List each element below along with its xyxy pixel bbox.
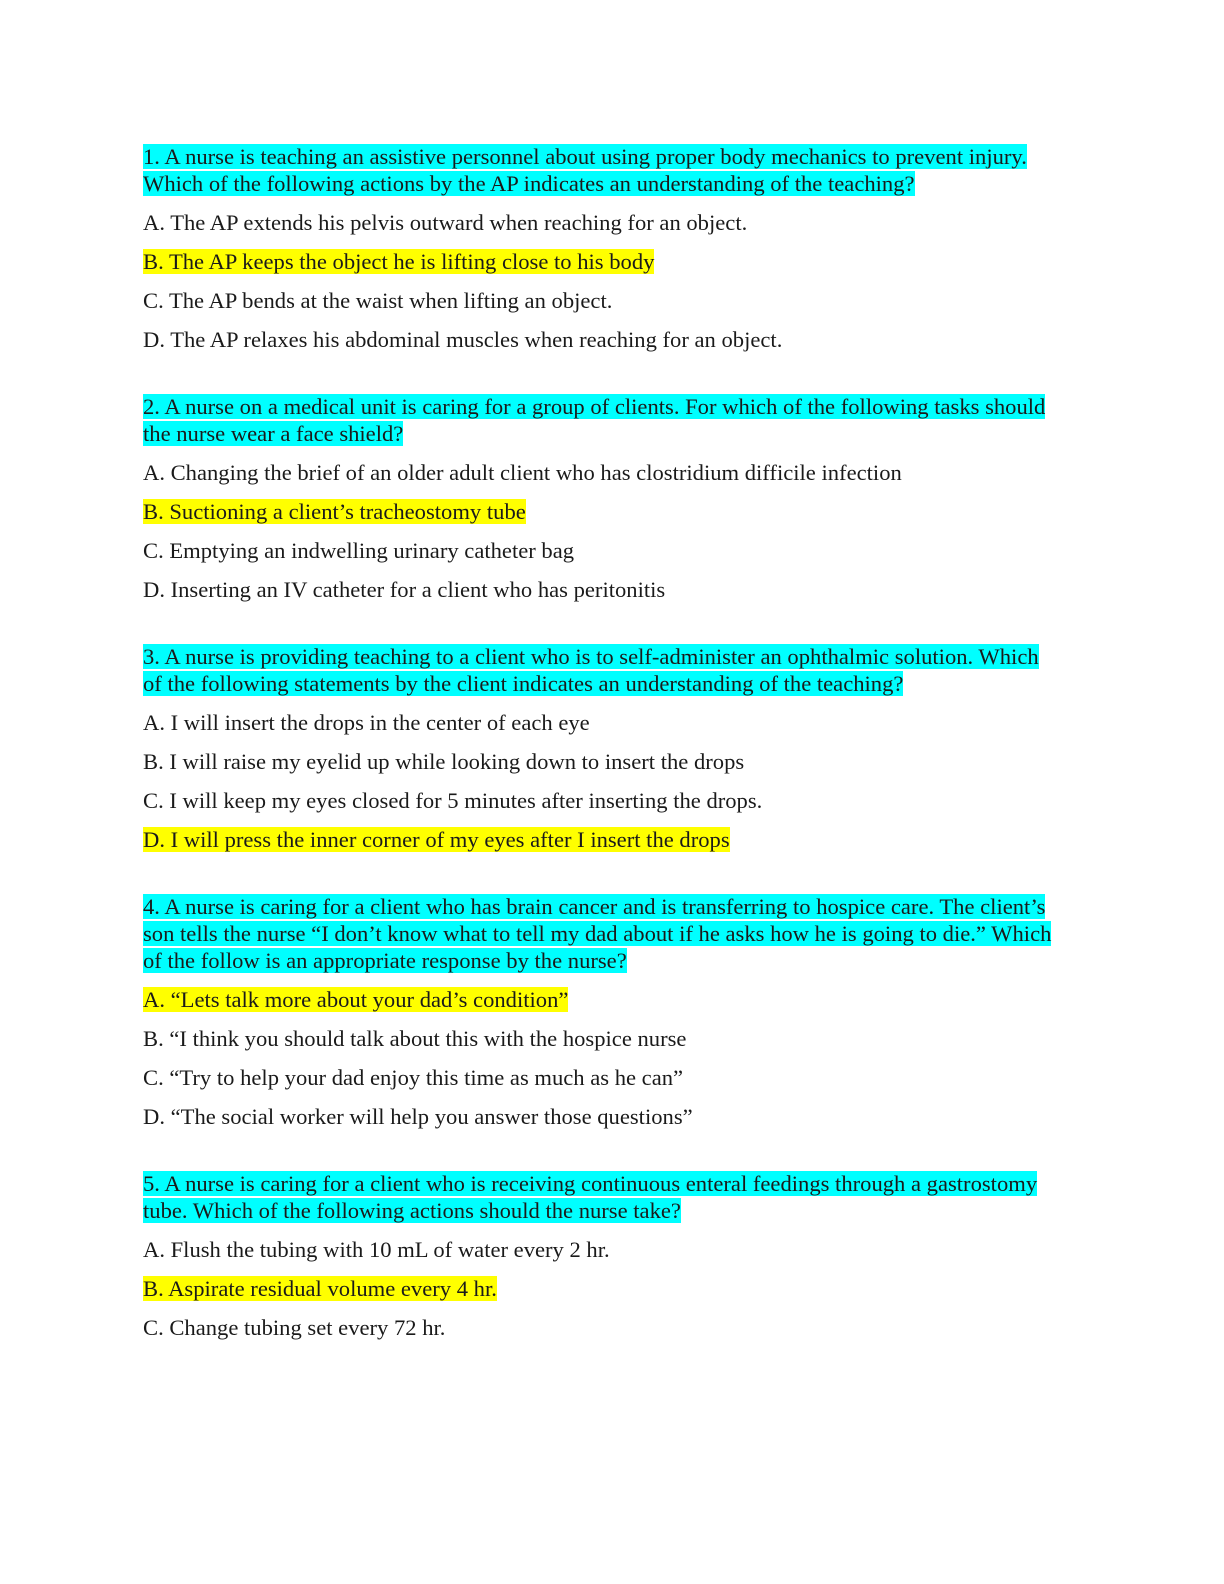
- option-a: A. The AP extends his pelvis outward when reaching for an object.: [143, 210, 748, 235]
- answer-highlight: B. The AP keeps the object he is lifting close to his body: [143, 249, 655, 274]
- answer-highlight: D. I will press the inner corner of my eyes after I insert the drops: [143, 827, 730, 852]
- question-text: [143, 893, 1063, 974]
- question-text: [143, 393, 1063, 447]
- option-b-answer: [143, 248, 1063, 275]
- option-c: C. “Try to help your dad enjoy this time as much as he can”: [143, 1065, 684, 1090]
- option-c: C. The AP bends at the waist when lifting an object.: [143, 288, 613, 313]
- answer-highlight: B. Suctioning a client’s tracheostomy tube: [143, 499, 526, 524]
- option-b-answer: [143, 498, 1063, 525]
- option-b: B. I will raise my eyelid up while looking down to insert the drops: [143, 749, 745, 774]
- option-c: C. I will keep my eyes closed for 5 minutes after inserting the drops.: [143, 788, 763, 813]
- option-a: A. I will insert the drops in the center of each eye: [143, 710, 590, 735]
- document-page: [143, 143, 1063, 1353]
- option-b-answer: [143, 1275, 1063, 1302]
- option-c: C. Change tubing set every 72 hr.: [143, 1315, 446, 1340]
- option-a-answer: [143, 986, 1063, 1013]
- answer-highlight: A. “Lets talk more about your dad’s condition”: [143, 987, 569, 1012]
- option-c: C. Emptying an indwelling urinary catheter bag: [143, 538, 575, 563]
- option-d-answer: [143, 826, 1063, 853]
- option-d: D. The AP relaxes his abdominal muscles when reaching for an object.: [143, 327, 783, 352]
- question-3: [143, 643, 1063, 853]
- option-a: A. Changing the brief of an older adult client who has clostridium difficile infection: [143, 460, 902, 485]
- question-text: [143, 643, 1063, 697]
- question-highlight: 4. A nurse is caring for a client who has brain cancer and is transferring to hospice care. The client’s son tells the nurse “I don’t know what to tell my dad about if he asks how he is going to die.” Which of the follow is an appropriate response by the nurse?: [143, 894, 1052, 973]
- option-d: D. Inserting an IV catheter for a client who has peritonitis: [143, 577, 666, 602]
- question-highlight: 2. A nurse on a medical unit is caring for a group of clients. For which of the following tasks should the nurse wear a face shield?: [143, 394, 1046, 446]
- answer-highlight: B. Aspirate residual volume every 4 hr.: [143, 1276, 497, 1301]
- question-1: [143, 143, 1063, 353]
- question-highlight: 3. A nurse is providing teaching to a client who is to self-administer an ophthalmic solution. Which of the following statements by the client indicates an understanding of the teaching?: [143, 644, 1039, 696]
- option-d: D. “The social worker will help you answer those questions”: [143, 1104, 693, 1129]
- question-text: [143, 143, 1063, 197]
- question-highlight: 1. A nurse is teaching an assistive personnel about using proper body mechanics to prevent injury. Which of the following actions by the AP indicates an understanding of the teaching?: [143, 144, 1027, 196]
- question-5: [143, 1170, 1063, 1341]
- option-b: B. “I think you should talk about this with the hospice nurse: [143, 1026, 687, 1051]
- question-4: [143, 893, 1063, 1130]
- question-text: [143, 1170, 1063, 1224]
- question-highlight: 5. A nurse is caring for a client who is receiving continuous enteral feedings through a gastrostomy tube. Which of the following actions should the nurse take?: [143, 1171, 1038, 1223]
- option-a: A. Flush the tubing with 10 mL of water every 2 hr.: [143, 1237, 610, 1262]
- question-2: [143, 393, 1063, 603]
